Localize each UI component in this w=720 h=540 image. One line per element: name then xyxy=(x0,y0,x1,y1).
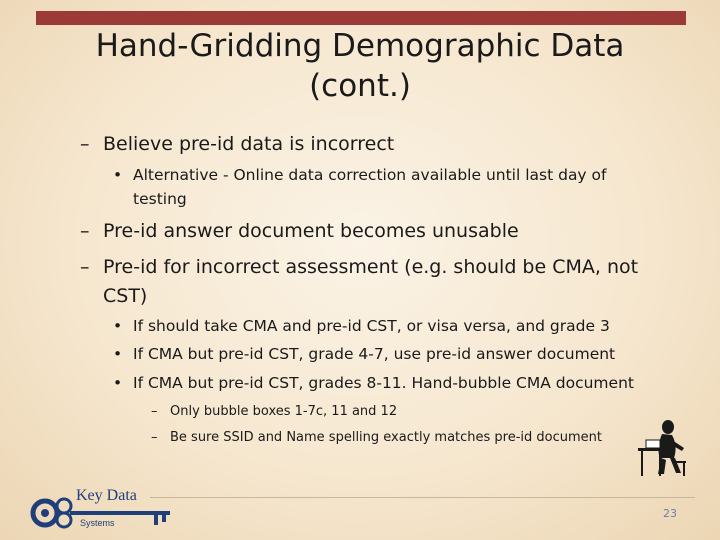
dot-marker: • xyxy=(113,317,123,335)
dash-marker: – xyxy=(80,133,90,155)
bullet-bubble-boxes: Only bubble boxes 1-7c, 11 and 12 xyxy=(170,404,398,419)
logo-text-key-data: Key Data xyxy=(76,487,137,504)
dash-marker: – xyxy=(151,404,158,419)
dash-marker: – xyxy=(80,256,90,278)
bullet-grade-8-11: If CMA but pre-id CST, grades 8-11. Hand-bubble CMA document xyxy=(133,374,634,392)
bullet-grade-3: If should take CMA and pre-id CST, or visa versa, and grade 3 xyxy=(133,317,610,335)
bullet-online-correction: Alternative - Online data correction available until last day of xyxy=(133,166,607,184)
dot-marker: • xyxy=(113,374,123,392)
bullet-grade-4-7: If CMA but pre-id CST, grade 4-7, use pre-id answer document xyxy=(133,345,616,363)
bullet-incorrect-assessment-cont: CST) xyxy=(103,285,148,307)
bullet-document-unusable: Pre-id answer document becomes unusable xyxy=(103,220,519,242)
dash-marker: – xyxy=(80,220,90,242)
logo-text-systems: Systems xyxy=(80,518,115,528)
bullet-incorrect-data: Believe pre-id data is incorrect xyxy=(103,133,395,155)
title-line-1: Hand-Gridding Demographic Data xyxy=(95,28,625,64)
title-line-2: (cont.) xyxy=(309,68,411,104)
reader-clipart-icon xyxy=(634,418,692,480)
bullet-incorrect-assessment: Pre-id for incorrect assessment (e.g. should be CMA, not xyxy=(103,256,639,278)
key-data-systems-logo xyxy=(28,480,178,536)
bullet-ssid-spelling: Be sure SSID and Name spelling exactly matches pre-id document xyxy=(170,430,603,445)
dot-marker: • xyxy=(113,166,123,184)
dash-marker: – xyxy=(151,430,158,445)
bullet-online-correction-cont: testing xyxy=(133,190,187,208)
dot-marker: • xyxy=(113,345,123,363)
page-number: 23 xyxy=(663,507,677,520)
slide-title xyxy=(40,26,680,106)
footer-divider xyxy=(150,497,695,498)
title-accent-bar xyxy=(36,11,686,25)
